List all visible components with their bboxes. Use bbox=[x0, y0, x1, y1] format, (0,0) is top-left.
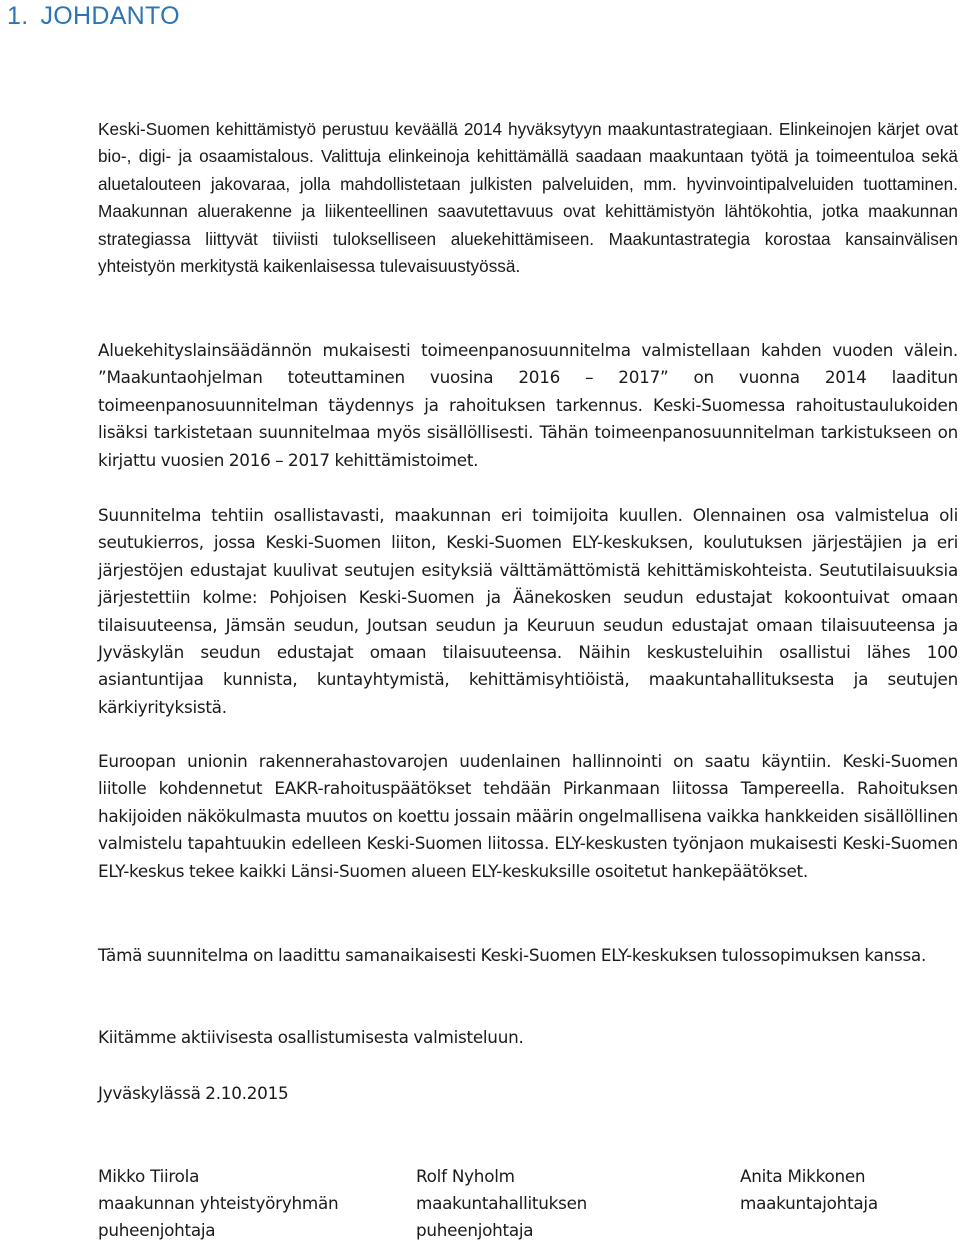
signer-title: maakunnan yhteistyöryhmän bbox=[98, 1193, 339, 1213]
signature-2 bbox=[416, 1163, 587, 1244]
signer-title: maakuntajohtaja bbox=[740, 1193, 878, 1213]
heading-title: JOHDANTO bbox=[40, 2, 180, 30]
signature-block bbox=[98, 1163, 958, 1244]
paragraph-participation: Suunnitelma tehtiin osallistavasti, maakunnan eri toimijoita kuullen. Olennainen osa valmistelua oli seutukierros, jossa Keski-Suomen liiton, Keski-Suomen ELY-keskuksen, koulutuksen järjestäjien ja eri järjestöjen edustajat kuulivat seutujen esityksiä välttämättömistä kehittämiskohteista. Seututilaisuuksia järjestettiin kolme: Pohjoisen Keski-Suomen ja Äänekosken seudun edustajat kokoontuivat omaan tilaisuuteensa, Jämsän seudun, Joutsan seudun ja Keuruun seudun edustajat omaan tilaisuuteensa ja Jyväskylän seudun edustajat omaan tilaisuuteensa. Näihin keskusteluihin osallistui lähes 100 asiantuntijaa kunnista, kuntayhtymistä, kehittämisyhtiöistä, maakuntahallituksesta ja seutujen kärkiyrityksistä. bbox=[98, 505, 958, 717]
signature-1 bbox=[98, 1163, 338, 1244]
paragraph-strategy: Keski-Suomen kehittämistyö perustuu keväällä 2014 hyväksytyyn maakuntastrategiaan. Elinkeinojen kärjet ovat bio-, digi- ja osaamistalous. Valittuja elinkeinoja kehittämällä saadaan maakuntaan työtä ja toimeentuloa sekä aluetalouteen jakovaraa, jolla mahdollistetaan julkisten palveluiden, mm. hyvinvointipalveluiden tuottaminen. Maakunnan aluerakenne ja liikenteellinen saavutettavuus ovat kehittämistyön lähtökohtia, jotka maakunnan strategiassa liittyvät tiiviisti tulokselliseen aluekehittämiseen. Maakuntastrategia korostaa kansainvälisen yhteistyön merkitystä kaikenlaisessa tulevaisuustyössä. bbox=[98, 119, 958, 277]
signature-3 bbox=[740, 1163, 878, 1217]
signer-name: Rolf Nyholm bbox=[416, 1166, 515, 1186]
signer-title: puheenjohtaja bbox=[416, 1220, 534, 1240]
heading-number: 1. bbox=[7, 2, 29, 30]
signer-name: Mikko Tiirola bbox=[98, 1166, 200, 1186]
signer-name: Anita Mikkonen bbox=[740, 1166, 866, 1186]
paragraph-ely-agreement: Tämä suunnitelma on laadittu samanaikaisesti Keski-Suomen ELY-keskuksen tulossopimuksen kanssa. bbox=[98, 945, 927, 965]
signer-title: puheenjohtaja bbox=[98, 1220, 216, 1240]
place-and-date: Jyväskylässä 2.10.2015 bbox=[98, 1083, 289, 1103]
signer-title: maakuntahallituksen bbox=[416, 1193, 588, 1213]
paragraph-legislation: Aluekehityslainsäädännön mukaisesti toimeenpanosuunnitelma valmistellaan kahden vuoden välein. ”Maakuntaohjelman toteuttaminen vuosina 2016 – 2017” on vuonna 2014 laaditun toimeenpanosuunnitelman täydennys ja rahoituksen tarkennus. Keski-Suomessa rahoitustaulukoiden lisäksi tarkistetaan suunnitelmaa myös sisällöllisesti. Tähän toimeenpanosuunnitelman tarkistukseen on kirjattu vuosien 2016 – 2017 kehittämistoimet. bbox=[98, 340, 958, 470]
paragraph-eu-funding: Euroopan unionin rakennerahastovarojen uudenlainen hallinnointi on saatu käyntiin. Keski-Suomen liitolle kohdennetut EAKR-rahoituspäätökset tehdään Pirkanmaan liitossa Tampereella. Rahoituksen hakijoiden näkökulmasta muutos on koettu jossain määrin ongelmallisena vaikka hankkeiden sisällöllinen valmistelu tapahtuukin edelleen Keski-Suomen liitossa. ELY-keskusten työnjaon mukaisesti Keski-Suomen ELY-keskus tekee kaikki Länsi-Suomen alueen ELY-keskuksille osoitetut hankepäätökset. bbox=[98, 751, 958, 881]
page-heading bbox=[7, 2, 180, 30]
paragraph-thanks: Kiitämme aktiivisesta osallistumisesta valmisteluun. bbox=[98, 1027, 524, 1047]
